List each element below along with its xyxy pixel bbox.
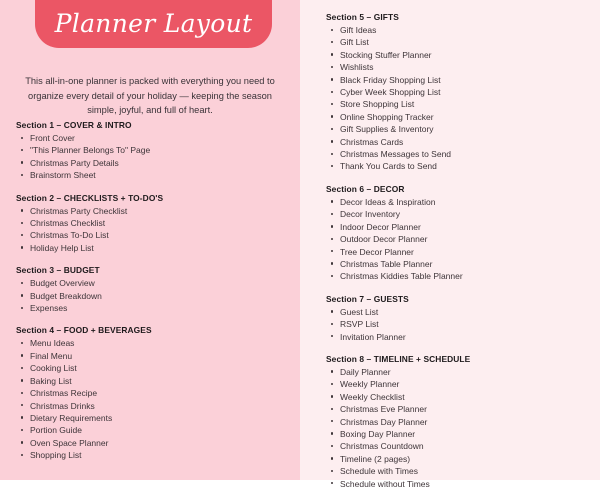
- list-item: [16, 229, 292, 241]
- list-item: [326, 478, 596, 490]
- bullet-icon: [21, 209, 23, 211]
- list-item-label: Weekly Planner: [340, 379, 400, 390]
- list-item-label: Expenses: [30, 303, 68, 314]
- bullet-icon: [331, 250, 333, 252]
- list-item-label: Gift Ideas: [340, 25, 377, 35]
- list-item-label: Thank You Cards to Send: [340, 161, 437, 172]
- bullet-icon: [21, 137, 23, 139]
- list-item-label: Christmas To-Do List: [30, 230, 109, 241]
- bullet-icon: [331, 323, 333, 325]
- section-heading: Section 3 – BUDGET: [16, 265, 100, 276]
- list-item: [326, 208, 596, 220]
- list-item-label: Christmas Day Planner: [340, 416, 428, 427]
- bullet-icon: [331, 225, 333, 227]
- list-item-label: Christmas Messages to Send: [340, 149, 452, 160]
- list-item-label: Invitation Planner: [340, 331, 406, 342]
- bullet-icon: [331, 335, 333, 337]
- section-block: [16, 325, 292, 461]
- section-items: [16, 205, 292, 255]
- bullet-icon: [21, 367, 23, 369]
- title-banner: [35, 0, 272, 48]
- list-item-label: Gift Supplies & Inventory: [340, 124, 434, 135]
- bullet-icon: [21, 149, 23, 151]
- right-section-list: [326, 12, 596, 490]
- section-block: [16, 120, 292, 182]
- list-item-label: Online Shopping Tracker: [340, 111, 434, 122]
- bullet-icon: [21, 246, 23, 248]
- bullet-icon: [21, 429, 23, 431]
- list-item-label: Christmas Table Planner: [340, 258, 433, 269]
- list-item: [326, 36, 596, 48]
- list-item: [16, 449, 292, 461]
- list-item-label: Final Menu: [30, 350, 73, 361]
- list-item-label: Portion Guide: [30, 425, 82, 436]
- list-item: [16, 205, 292, 217]
- list-item: [326, 98, 596, 110]
- list-item: [16, 400, 292, 412]
- list-item: [16, 242, 292, 254]
- list-item: [16, 337, 292, 349]
- list-item-label: Christmas Party Details: [30, 157, 119, 168]
- list-item: [326, 331, 596, 343]
- list-item: [326, 221, 596, 233]
- list-item: [16, 437, 292, 449]
- bullet-icon: [331, 238, 333, 240]
- list-item-label: Weekly Checklist: [340, 391, 405, 402]
- bullet-icon: [21, 282, 23, 284]
- bullet-icon: [21, 222, 23, 224]
- bullet-icon: [331, 165, 333, 167]
- list-item: [16, 424, 292, 436]
- left-panel: [0, 0, 300, 480]
- bullet-icon: [21, 379, 23, 381]
- section-items: [16, 132, 292, 182]
- section-items: [16, 277, 292, 314]
- bullet-icon: [331, 53, 333, 55]
- list-item: [16, 144, 292, 156]
- list-item: [16, 302, 292, 314]
- bullet-icon: [21, 441, 23, 443]
- bullet-icon: [331, 408, 333, 410]
- list-item-label: Cooking List: [30, 363, 77, 374]
- list-item-label: "This Planner Belongs To" Page: [30, 145, 151, 156]
- list-item: [326, 453, 596, 465]
- bullet-icon: [331, 482, 333, 484]
- list-item-label: Gift List: [340, 37, 369, 48]
- list-item-label: Christmas Eve Planner: [340, 404, 427, 415]
- list-item: [326, 136, 596, 148]
- intro-paragraph: This all-in-one planner is packed with everything you need to organize every detail of your holiday — keeping the season simple, joyful, and full of heart.: [25, 76, 275, 116]
- section-heading: Section 8 – TIMELINE + SCHEDULE: [326, 353, 471, 364]
- list-item-label: Christmas Drinks: [30, 400, 95, 411]
- list-item: [326, 61, 596, 73]
- list-item-label: Christmas Checklist: [30, 218, 106, 229]
- section-block: [326, 184, 596, 283]
- list-item: [326, 428, 596, 440]
- bullet-icon: [21, 294, 23, 296]
- list-item-label: Baking List: [30, 375, 72, 386]
- list-item-label: Decor Ideas & Inspiration: [340, 196, 436, 207]
- section-heading: Section 6 – DECOR: [326, 183, 405, 194]
- list-item-label: Indoor Decor Planner: [340, 221, 421, 232]
- bullet-icon: [331, 128, 333, 130]
- bullet-icon: [331, 103, 333, 105]
- bullet-icon: [331, 262, 333, 264]
- section-block: [16, 193, 292, 255]
- list-item-label: Schedule without Times: [340, 478, 430, 489]
- section-items: [326, 366, 596, 490]
- bullet-icon: [331, 370, 333, 372]
- bullet-icon: [21, 174, 23, 176]
- list-item: [326, 270, 596, 282]
- list-item: [326, 24, 596, 36]
- list-item-label: Dietary Requirements: [30, 412, 113, 423]
- left-section-list: [16, 120, 292, 462]
- list-item: [16, 362, 292, 374]
- list-item-label: Oven Space Planner: [30, 437, 109, 448]
- bullet-icon: [331, 420, 333, 422]
- bullet-icon: [331, 29, 333, 31]
- section-block: [326, 354, 596, 490]
- list-item-label: Menu Ideas: [30, 338, 75, 349]
- list-item: [16, 157, 292, 169]
- bullet-icon: [331, 445, 333, 447]
- bullet-icon: [331, 395, 333, 397]
- right-panel: [300, 0, 600, 489]
- list-item: [16, 277, 292, 289]
- list-item: [326, 246, 596, 258]
- bullet-icon: [21, 161, 23, 163]
- section-heading: Section 5 – GIFTS: [326, 12, 399, 22]
- list-item: [16, 290, 292, 302]
- list-item: [326, 403, 596, 415]
- list-item-label: Holiday Help List: [30, 242, 94, 253]
- list-item: [326, 306, 596, 318]
- list-item-label: Timeline (2 pages): [340, 453, 411, 464]
- list-item: [326, 86, 596, 98]
- bullet-icon: [331, 140, 333, 142]
- list-item-label: Budget Overview: [30, 278, 95, 289]
- section-heading: Section 7 – GUESTS: [326, 293, 409, 304]
- list-item-label: Guest List: [340, 306, 379, 317]
- section-items: [16, 337, 292, 461]
- list-item: [326, 440, 596, 452]
- section-heading: Section 1 – COVER & INTRO: [16, 120, 132, 130]
- page-title: Planner Layout: [54, 8, 253, 38]
- section-block: [16, 265, 292, 314]
- bullet-icon: [331, 470, 333, 472]
- bullet-icon: [331, 41, 333, 43]
- list-item-label: Stocking Stuffer Planner: [340, 49, 432, 60]
- bullet-icon: [21, 342, 23, 344]
- list-item-label: Christmas Cards: [340, 136, 404, 147]
- list-item-label: Black Friday Shopping List: [340, 74, 441, 85]
- bullet-icon: [21, 234, 23, 236]
- bullet-icon: [331, 432, 333, 434]
- list-item: [326, 416, 596, 428]
- section-items: [326, 24, 596, 173]
- section-heading: Section 4 – FOOD + BEVERAGES: [16, 325, 152, 336]
- list-item-label: Wishlists: [340, 62, 374, 73]
- list-item: [326, 123, 596, 135]
- bullet-icon: [331, 91, 333, 93]
- bullet-icon: [331, 213, 333, 215]
- section-block: [326, 294, 596, 343]
- list-item: [326, 258, 596, 270]
- bullet-icon: [331, 66, 333, 68]
- list-item: [326, 233, 596, 245]
- list-item: [16, 412, 292, 424]
- bullet-icon: [21, 354, 23, 356]
- list-item-label: Tree Decor Planner: [340, 246, 414, 257]
- bullet-icon: [21, 454, 23, 456]
- list-item-label: Cyber Week Shopping List: [340, 87, 441, 98]
- section-items: [326, 196, 596, 283]
- list-item-label: Shopping List: [30, 450, 82, 461]
- list-item-label: Front Cover: [30, 133, 75, 143]
- section-items: [326, 306, 596, 343]
- list-item: [326, 49, 596, 61]
- list-item: [16, 169, 292, 181]
- list-item: [326, 74, 596, 86]
- list-item: [326, 111, 596, 123]
- list-item: [326, 318, 596, 330]
- bullet-icon: [331, 115, 333, 117]
- list-item: [326, 366, 596, 378]
- list-item: [16, 387, 292, 399]
- bullet-icon: [21, 307, 23, 309]
- list-item-label: Christmas Party Checklist: [30, 205, 128, 216]
- bullet-icon: [331, 153, 333, 155]
- list-item: [326, 378, 596, 390]
- list-item-label: Christmas Kiddies Table Planner: [340, 271, 463, 282]
- list-item: [326, 196, 596, 208]
- bullet-icon: [331, 383, 333, 385]
- bullet-icon: [331, 275, 333, 277]
- bullet-icon: [331, 78, 333, 80]
- list-item: [326, 391, 596, 403]
- list-item-label: Decor Inventory: [340, 209, 400, 220]
- list-item: [326, 160, 596, 172]
- list-item: [326, 465, 596, 477]
- list-item-label: Brainstorm Sheet: [30, 170, 96, 181]
- list-item-label: Store Shopping List: [340, 99, 415, 110]
- list-item: [326, 148, 596, 160]
- bullet-icon: [21, 404, 23, 406]
- bullet-icon: [331, 310, 333, 312]
- list-item: [16, 350, 292, 362]
- section-block: [326, 12, 596, 173]
- list-item: [16, 217, 292, 229]
- bullet-icon: [331, 457, 333, 459]
- list-item-label: Christmas Recipe: [30, 388, 98, 399]
- bullet-icon: [331, 200, 333, 202]
- list-item-label: Budget Breakdown: [30, 290, 102, 301]
- bullet-icon: [21, 392, 23, 394]
- list-item-label: RSVP List: [340, 319, 379, 330]
- list-item-label: Outdoor Decor Planner: [340, 234, 428, 245]
- bullet-icon: [21, 416, 23, 418]
- list-item-label: Daily Planner: [340, 366, 391, 377]
- list-item: [16, 132, 292, 144]
- list-item: [16, 375, 292, 387]
- list-item-label: Christmas Countdown: [340, 441, 424, 452]
- list-item-label: Schedule with Times: [340, 466, 418, 477]
- section-heading: Section 2 – CHECKLISTS + TO-DO'S: [16, 192, 164, 203]
- list-item-label: Boxing Day Planner: [340, 428, 416, 439]
